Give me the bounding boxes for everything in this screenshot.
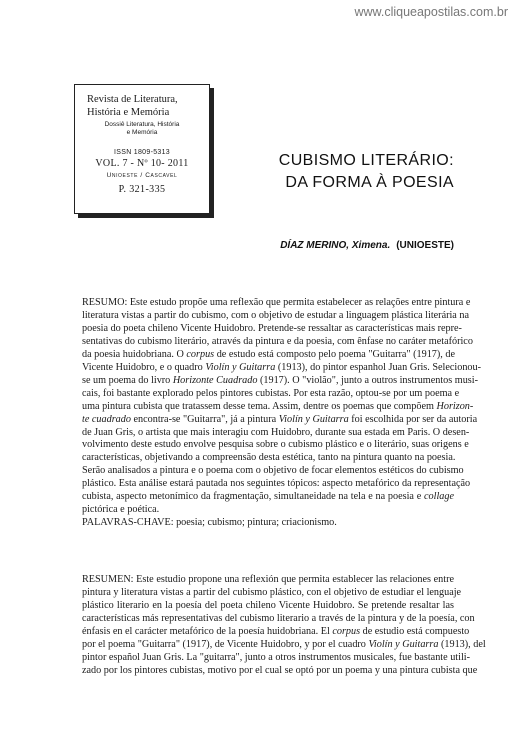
text-line: características, objetivando a compreensão desta estética, tanto na pintura quanto na poesia. [82, 452, 456, 464]
text-line: por el poema "Guitarra" (1917), de Vicente Huidobro, y por el cuadro Violín y Guitarra (1913), del [82, 638, 486, 650]
text-line: volvimento deste estudo envolve pesquisa sobre o cubismo plástico e o literário, suas origens e [82, 439, 469, 451]
abstract-portuguese [82, 297, 482, 530]
text-line: Serão analisados a pintura e o poema com o objetivo de focar elementos estéticos do cubismo [82, 465, 464, 477]
article-author [280, 240, 454, 251]
text-line: RESUMO: Este estudo propõe uma reflexão que permita estabelecer as relações entre pintura e [82, 297, 471, 308]
journal-pages: P. 321-335 [118, 184, 166, 195]
text-line: sentativas do cubismo literário, através da pintura e da poesia, com ênfase no caráter metafórico [82, 335, 473, 347]
text-line: zado por los pintores cubistas, motivo por el cual se optó por un poema y una pintura cubista que [82, 664, 478, 676]
text-line: uma pintura cubista que tratassem desse tema. Assim, dentre os poemas que compõem Horizon- [82, 400, 474, 412]
text-line: literatura vistas a partir do cubismo, com o objetivo de estudar a linguagem plástica literária na [82, 309, 469, 321]
keywords-portuguese: PALAVRAS-CHAVE: poesia; cubismo; pintura; criacionismo. [82, 517, 337, 529]
author-affiliation: (UNIOESTE) [396, 240, 454, 251]
text-line: te cuadrado encontra-se "Guitarra", já a pintura Violín y Guitarra foi escolhida por ser da autoria [82, 413, 478, 425]
journal-place: Unioeste / Cascavel [106, 172, 178, 179]
text-line: pictórica e poética. [82, 504, 160, 516]
text-line: características más representativas del cubismo literario a través de la pintura y de la poesía, con [82, 612, 475, 624]
article-title: CUBISMO LITERÁRIO: DA FORMA À POESIA [278, 152, 454, 191]
journal-volume: VOL. 7 - Nº 10- 2011 [95, 158, 189, 169]
text-line: Vicente Huidobro, e o quadro Violín y Guitarra (1913), do pintor espanhol Juan Gris. Selecionou- [82, 361, 482, 373]
text-line: cubista, aspecto metonímico da fragmentação, simultaneidade na tela e na poesia e collage [82, 491, 454, 503]
journal-issn: ISSN 1809-5313 [114, 149, 170, 156]
author-name: DÍAZ MERINO, Ximena. [280, 240, 391, 251]
text-line: de Juan Gris, o artista que mais interagiu com Huidobro, durante sua estada em Paris. O desen- [82, 426, 470, 438]
text-line: cais, foi bastante explorado pelos pintores cubistas. Por esta razão, optou-se por um poema e [82, 387, 460, 399]
text-line: da poesia huidobriana. O corpus de estudo está composto pelo poema "Guitarra" (1917), de [82, 348, 456, 360]
watermark-url: www.cliqueapostilas.com.br [354, 5, 508, 19]
text-line: plástico literario en la poesía del poeta chileno Vicente Huidobro. Se pretende resaltar las [82, 599, 454, 611]
text-line: pintor español Juan Gris. La "guitarra", junto a otros instrumentos musicales, fue bastante utili- [82, 651, 471, 663]
journal-dossie: Dossiê Literatura, História e Memória [104, 121, 180, 136]
journal-info-box [74, 84, 210, 214]
text-line: pintura y literatura vistas a partir del cubismo plástico, con el objetivo de estudiar el lenguaje [82, 586, 462, 598]
text-line: énfasis en el carácter metafórico de la poesía huidobriana. El corpus de estudio está compuesto [82, 625, 470, 637]
text-line: plástico. Esta análise estará pautada nos seguintes tópicos: aspecto metafórico da representação [82, 478, 471, 490]
text-line: poesia do poeta chileno Vicente Huidobro. Pretende-se ressaltar as características mais repre- [82, 322, 462, 334]
text-line: RESUMEN: Este estudio propone una reflexión que permita establecer las relaciones entre [82, 574, 454, 585]
abstract-spanish [82, 574, 486, 678]
text-line: se um poema do livro Horizonte Cuadrado (1917). O "violão", junto a outros instrumentos musi- [82, 374, 478, 386]
journal-title: Revista de Literatura, História e Memória [87, 94, 178, 118]
